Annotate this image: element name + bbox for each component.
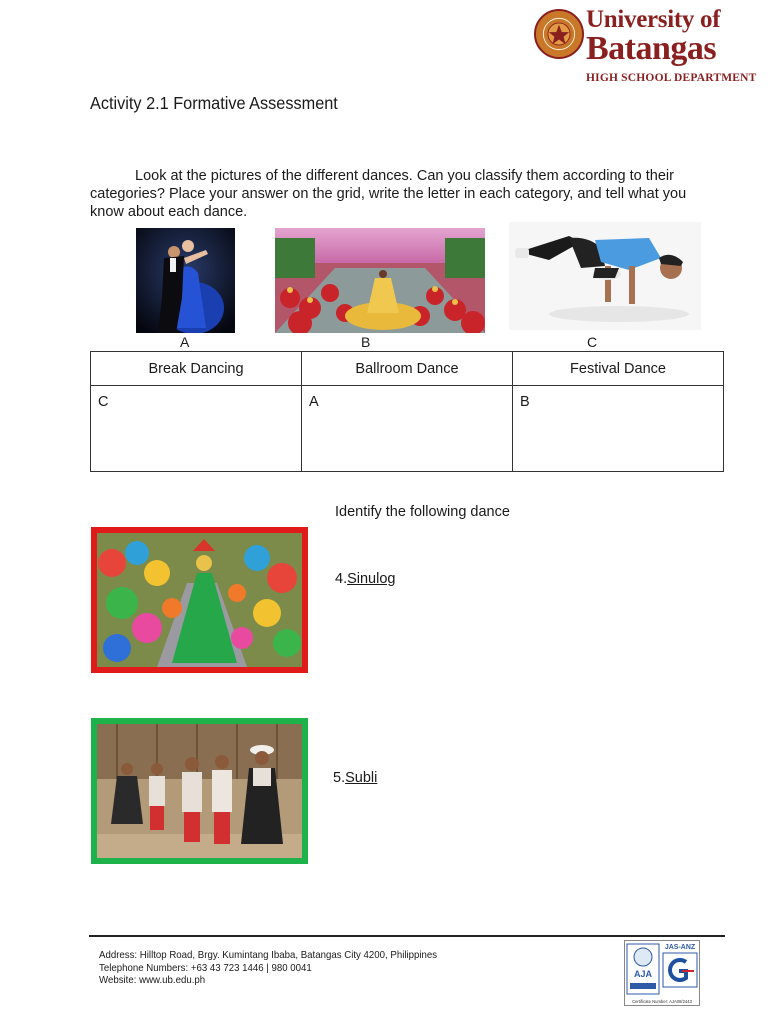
answer-word: Sinulog <box>347 571 396 587</box>
grid-answer-row <box>91 386 724 472</box>
classification-grid <box>90 351 724 472</box>
grid-header-break-dancing: Break Dancing <box>91 352 302 386</box>
footer-divider <box>89 935 725 937</box>
identify-heading: Identify the following dance <box>335 504 510 520</box>
cert-jas-anz-label: JAS-ANZ <box>664 944 696 951</box>
grid-header-festival-dance: Festival Dance <box>513 352 724 386</box>
break-dancer-photo <box>509 222 701 330</box>
answer-number: 4. <box>335 571 348 587</box>
activity-title: Activity 2.1 Formative Assessment <box>90 93 338 113</box>
university-name-line1: University of <box>586 6 721 33</box>
grid-header-row <box>91 352 724 386</box>
certification-logo-icon <box>624 940 700 1006</box>
answer-number: 5. <box>333 770 346 786</box>
sinulog-photo <box>91 527 308 673</box>
footer-contact <box>99 949 437 987</box>
grid-answer-festival-dance: B <box>513 386 724 472</box>
answer-word: Subli <box>345 770 378 786</box>
photo-a-letter: A <box>180 334 190 350</box>
ballroom-dancers-photo <box>136 228 235 333</box>
university-seal-icon <box>534 9 584 59</box>
subli-photo <box>91 718 308 864</box>
cert-aja-label: AJA <box>633 969 653 979</box>
answer-item-5 <box>333 770 377 786</box>
instructions-paragraph <box>90 167 720 221</box>
university-name-line2: Batangas <box>586 30 717 67</box>
grid-answer-break-dancing: C <box>91 386 302 472</box>
cert-number: Certificate Number: AJA08/2443 <box>632 999 692 1004</box>
photo-b-letter: B <box>361 334 371 350</box>
footer-telephone: Telephone Numbers: +63 43 723 1446 | 980 0041 <box>99 961 312 974</box>
grid-answer-ballroom-dance: A <box>302 386 513 472</box>
photo-c-letter: C <box>587 334 598 350</box>
grid-header-ballroom-dance: Ballroom Dance <box>302 352 513 386</box>
department-name: HIGH SCHOOL DEPARTMENT <box>586 72 757 84</box>
answer-item-4 <box>335 571 395 587</box>
festival-dancers-photo <box>275 228 485 333</box>
footer-address: Address: Hilltop Road, Brgy. Kumintang Ibaba, Batangas City 4200, Philippines <box>99 949 438 961</box>
footer-website: Website: www.ub.edu.ph <box>99 974 206 986</box>
instructions-text: Look at the pictures of the different dances. Can you classify them according to their categories? Place your answer on the grid, write the letter in each category, and tell what you know about each dance. <box>90 168 687 220</box>
